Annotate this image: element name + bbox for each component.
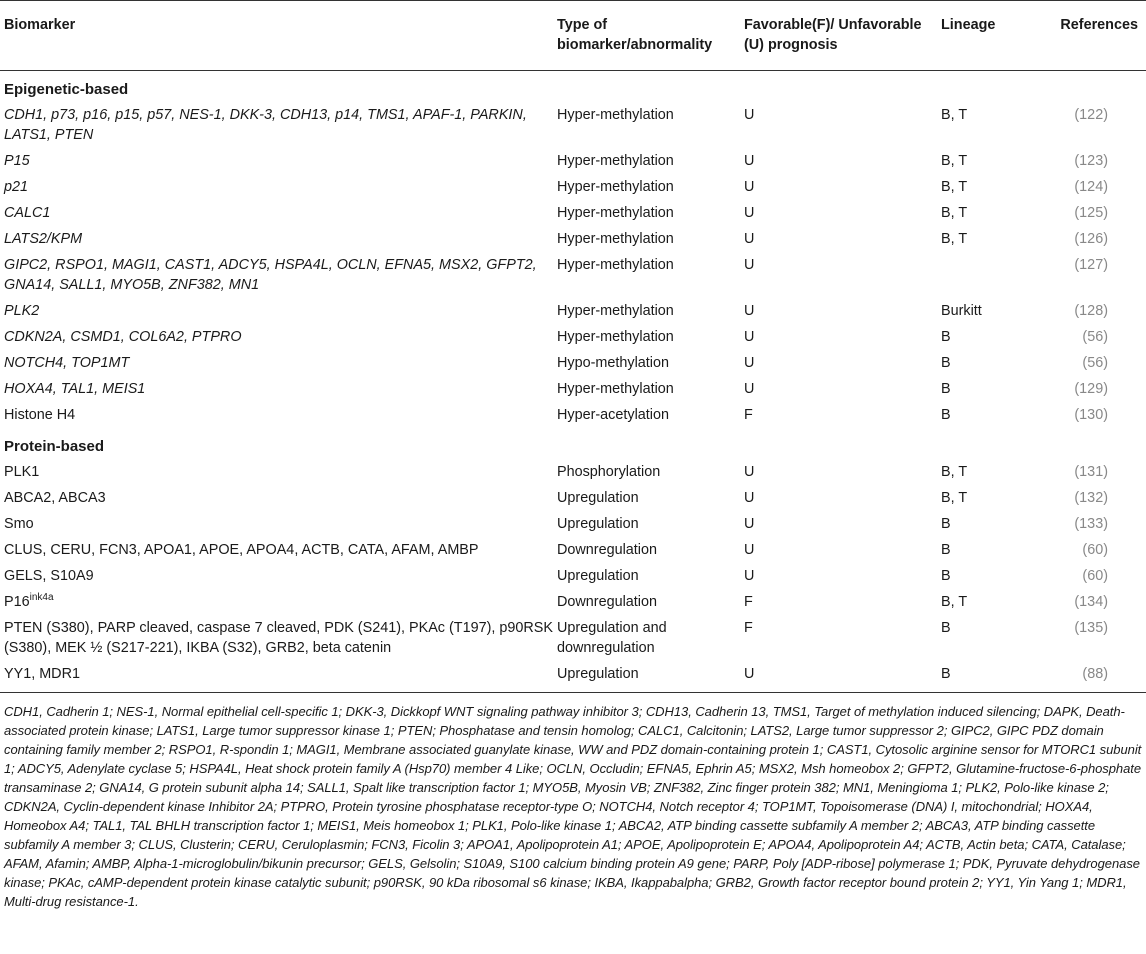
cell-reference[interactable]: (123): [1074, 153, 1108, 169]
table-row: [0, 402, 1146, 428]
cell-biomarker: [0, 252, 553, 298]
biomarker-text: CDKN2A, CSMD1, COL6A2, PTPRO: [4, 329, 242, 345]
cell-lineage: B, T: [941, 107, 968, 123]
cell-lineage: [937, 252, 1049, 298]
cell-reference[interactable]: (56): [1082, 329, 1108, 345]
cell-reference[interactable]: (127): [1074, 257, 1108, 273]
cell-reference[interactable]: (128): [1074, 303, 1108, 319]
cell-biomarker: [0, 615, 553, 661]
biomarker-superscript: ink4a: [29, 592, 54, 604]
table-row: [0, 589, 1146, 615]
cell-reference[interactable]: (56): [1082, 355, 1108, 371]
cell-reference[interactable]: (135): [1074, 620, 1108, 636]
cell-reference[interactable]: (130): [1074, 407, 1108, 423]
table-header: [0, 1, 1146, 71]
cell-reference[interactable]: (122): [1074, 107, 1108, 123]
biomarker-text: PLK1: [4, 464, 40, 480]
cell-prognosis: U: [744, 464, 755, 480]
cell-lineage: B: [941, 355, 951, 371]
cell-reference[interactable]: (134): [1074, 594, 1108, 610]
cell-type: Hypo-methylation: [557, 355, 669, 371]
cell-type: Hyper-methylation: [557, 329, 674, 345]
biomarker-text: CLUS, CERU, FCN3, APOA1, APOE, APOA4, ACTB, CATA, AFAM, AMBP: [4, 542, 479, 558]
cell-biomarker: [0, 148, 553, 174]
cell-biomarker: [0, 174, 553, 200]
cell-prognosis: U: [744, 153, 755, 169]
cell-reference[interactable]: (60): [1082, 542, 1108, 558]
section-row: [0, 428, 1146, 459]
cell-reference[interactable]: (60): [1082, 568, 1108, 584]
cell-biomarker: [0, 376, 553, 402]
table-row: [0, 350, 1146, 376]
cell-lineage: B, T: [941, 464, 968, 480]
cell-prognosis: U: [740, 661, 937, 693]
cell-prognosis: U: [744, 179, 755, 195]
biomarker-text: HOXA4, TAL1, MEIS1: [4, 381, 146, 397]
biomarker-text: P16: [4, 594, 30, 610]
cell-type: Upregulation and downregulation: [557, 620, 667, 656]
cell-lineage: B, T: [941, 490, 968, 506]
cell-biomarker: [0, 324, 553, 350]
cell-biomarker: [0, 298, 553, 324]
cell-reference[interactable]: (124): [1074, 179, 1108, 195]
table-body: [0, 71, 1146, 693]
cell-type: Hyper-methylation: [557, 153, 674, 169]
cell-lineage: B, T: [941, 179, 968, 195]
biomarker-text: LATS2/KPM: [4, 231, 83, 247]
table-row: [0, 459, 1146, 485]
cell-prognosis: U: [744, 329, 755, 345]
section-title: Epigenetic-based: [4, 81, 129, 98]
cell-prognosis: U: [744, 257, 755, 273]
cell-type: Upregulation: [557, 516, 639, 532]
cell-prognosis: U: [744, 303, 755, 319]
cell-lineage: B: [941, 381, 951, 397]
table-row: [0, 511, 1146, 537]
biomarker-text: p21: [4, 179, 29, 195]
cell-lineage: B, T: [941, 153, 968, 169]
biomarker-text: CDH1, p73, p16, p15, p57, NES-1, DKK-3, CDH13, p14, TMS1, APAF-1, PARKIN, LATS1, PTEN: [4, 107, 527, 143]
cell-prognosis: F: [744, 594, 753, 610]
cell-prognosis: U: [744, 355, 755, 371]
biomarker-text: YY1, MDR1: [4, 666, 80, 682]
cell-type: Downregulation: [557, 594, 657, 610]
table-row: [0, 324, 1146, 350]
cell-reference[interactable]: (125): [1074, 205, 1108, 221]
section-title: Protein-based: [4, 438, 105, 455]
cell-biomarker: [0, 102, 553, 148]
biomarker-text: ABCA2, ABCA3: [4, 490, 106, 506]
biomarker-text: PTEN (S380), PARP cleaved, caspase 7 cleaved, PDK (S241), PKAc (T197), p90RSK (S380), MEK ½ (S217-221), IKBA (S32), GRB2, beta catenin: [4, 620, 553, 656]
cell-type: Hyper-methylation: [557, 205, 674, 221]
header-prognosis: Favorable(F)/ Unfavorable (U) prognosis: [740, 1, 937, 71]
cell-prognosis: U: [744, 107, 755, 123]
table-row: [0, 226, 1146, 252]
cell-biomarker: [0, 459, 553, 485]
cell-prognosis: U: [744, 381, 755, 397]
cell-lineage: B: [941, 516, 951, 532]
table-row: [0, 661, 1146, 693]
biomarker-text: CALC1: [4, 205, 51, 221]
cell-lineage: B: [941, 329, 951, 345]
biomarker-text: Histone H4: [4, 407, 76, 423]
cell-prognosis: U: [744, 231, 755, 247]
cell-reference[interactable]: (132): [1074, 490, 1108, 506]
cell-lineage: B, T: [941, 205, 968, 221]
cell-biomarker: [0, 200, 553, 226]
cell-lineage: B, T: [941, 231, 968, 247]
cell-type: Hyper-methylation: [557, 179, 674, 195]
table-row: [0, 174, 1146, 200]
header-biomarker: Biomarker: [0, 1, 553, 71]
cell-type: Hyper-methylation: [557, 257, 674, 273]
cell-lineage: B: [941, 568, 951, 584]
cell-prognosis: F: [744, 407, 753, 423]
table-row: [0, 537, 1146, 563]
cell-prognosis: U: [744, 542, 755, 558]
biomarker-text: GELS, S10A9: [4, 568, 94, 584]
table-row: [0, 376, 1146, 402]
biomarker-text: Smo: [4, 516, 34, 532]
cell-biomarker: [0, 589, 553, 615]
cell-prognosis: U: [744, 490, 755, 506]
cell-prognosis: U: [744, 568, 755, 584]
cell-reference[interactable]: (126): [1074, 231, 1108, 247]
cell-prognosis: F: [744, 620, 753, 636]
cell-reference[interactable]: (129): [1074, 381, 1108, 397]
biomarker-text: GIPC2, RSPO1, MAGI1, CAST1, ADCY5, HSPA4L, OCLN, EFNA5, MSX2, GFPT2, GNA14, SALL1, MYO5B, ZNF382, MN1: [4, 257, 537, 293]
cell-biomarker: [0, 226, 553, 252]
table-row: [0, 148, 1146, 174]
cell-reference[interactable]: (88): [1049, 661, 1146, 693]
cell-type: Upregulation: [557, 490, 639, 506]
cell-biomarker: [0, 350, 553, 376]
cell-type: Hyper-methylation: [557, 107, 674, 123]
header-lineage: Lineage: [937, 1, 1049, 71]
header-references: References: [1049, 1, 1146, 71]
cell-type: Upregulation: [553, 661, 740, 693]
cell-type: Hyper-acetylation: [557, 407, 669, 423]
cell-biomarker: [0, 511, 553, 537]
cell-type: Hyper-methylation: [557, 303, 674, 319]
cell-type: Downregulation: [557, 542, 657, 558]
cell-biomarker: [0, 563, 553, 589]
header-type: Type of biomarker/abnormality: [553, 1, 740, 71]
table-row: [0, 252, 1146, 298]
cell-type: Phosphorylation: [557, 464, 661, 480]
biomarker-text: NOTCH4, TOP1MT: [4, 355, 130, 371]
cell-type: Hyper-methylation: [557, 231, 674, 247]
table-row: [0, 102, 1146, 148]
table-row: [0, 615, 1146, 661]
cell-lineage: B: [941, 620, 951, 636]
table-row: [0, 298, 1146, 324]
table-row: [0, 200, 1146, 226]
cell-lineage: B: [937, 661, 1049, 693]
table-footnote: CDH1, Cadherin 1; NES-1, Normal epithelial cell-specific 1; DKK-3, Dickkopf WNT signaling pathway inhibitor 3; CDH13, Cadherin 13, TMS1, Target of methylation induced silencing; DAPK, Death-associated protein kinase; LATS1, Large tumor suppressor kinase 1; PTEN; Phosphatase and tensin homolog; CALC1, Calcitonin; LATS2, Large tumor suppressor 2; GIPC2, GIPC PDZ domain containing family member 2; RSPO1, R-spondin 1; MAGI1, Membrane associated guanylate kinase, WW and PDZ domain-containing protein 1; CAST1, Cytosolic arginine sensor for MTORC1 subunit 1; ADCY5, Adenylate cyclase 5; HSPA4L, Heat shock protein family A (Hsp70) member 4 Like; OCLN, Occludin; EFNA5, Ephrin A5; MSX2, Msh homeobox 2; GFPT2, Glutamine-fructose-6-phosphate transaminase 2; GNA14, G protein subunit alpha 14; SALL1, Spalt like transcription factor 1; MYO5B, Myosin VB; ZNF382, Zinc finger protein 382; MN1, Meningioma 1; PLK2, Polo-like kinase 2; CDKN2A, Cyclin-dependent kinase Inhibitor 2A; PTPRO, Protein tyrosine phosphatase receptor-type O; NOTCH4, Notch receptor 4; TOP1MT, Topoisomerase (DNA) I, mitochondrial; HOXA4, Homeobox A4; TAL1, TAL BHLH transcription factor 1; MEIS1, Meis homeobox 1; PLK1, Polo-like kinase 1; ABCA2, ATP binding cassette subfamily A member 2; ABCA3, ATP binding cassette subfamily A member 3; CLUS, Clusterin; CERU, Ceruloplasmin; FCN3, Ficolin 3; APOA1, Apolipoprotein A1; APOE, Apolipoprotein E; APOA4, Apolipoprotein A4; ACTB, Actin beta; CATA, Catalase; AFAM, Afamin; AMBP, Alpha-1-microglobulin/bikunin precursor; GELS, Gelsolin; S10A9, S100 calcium binding protein A9 gene; PARP, Poly [ADP-ribose] polymerase 1; PDK, Pyruvate dehydrogenase kinase; PKAc, cAMP-dependent protein kinase catalytic subunit; p90RSK, 90 kDa ribosomal s6 kinase; IKBA, Ikappabalpha; GRB2, Growth factor receptor bound protein 2; YY1, Yin Yang 1; MDR1, Multi-drug resistance-1.: [4, 704, 1142, 909]
cell-lineage: B: [941, 542, 951, 558]
cell-biomarker: [0, 485, 553, 511]
cell-lineage: B, T: [941, 594, 968, 610]
section-row: [0, 71, 1146, 103]
cell-biomarker: [0, 402, 553, 428]
cell-prognosis: U: [744, 205, 755, 221]
biomarker-text: P15: [4, 153, 30, 169]
table-row: [0, 563, 1146, 589]
cell-type: Hyper-methylation: [557, 381, 674, 397]
table-row: [0, 485, 1146, 511]
cell-reference[interactable]: (133): [1074, 516, 1108, 532]
cell-lineage: Burkitt: [941, 303, 982, 319]
cell-lineage: B: [941, 407, 951, 423]
cell-prognosis: U: [744, 516, 755, 532]
cell-type: Upregulation: [557, 568, 639, 584]
biomarker-text: PLK2: [4, 303, 40, 319]
cell-reference[interactable]: (131): [1074, 464, 1108, 480]
cell-biomarker: [0, 661, 553, 693]
cell-biomarker: [0, 537, 553, 563]
